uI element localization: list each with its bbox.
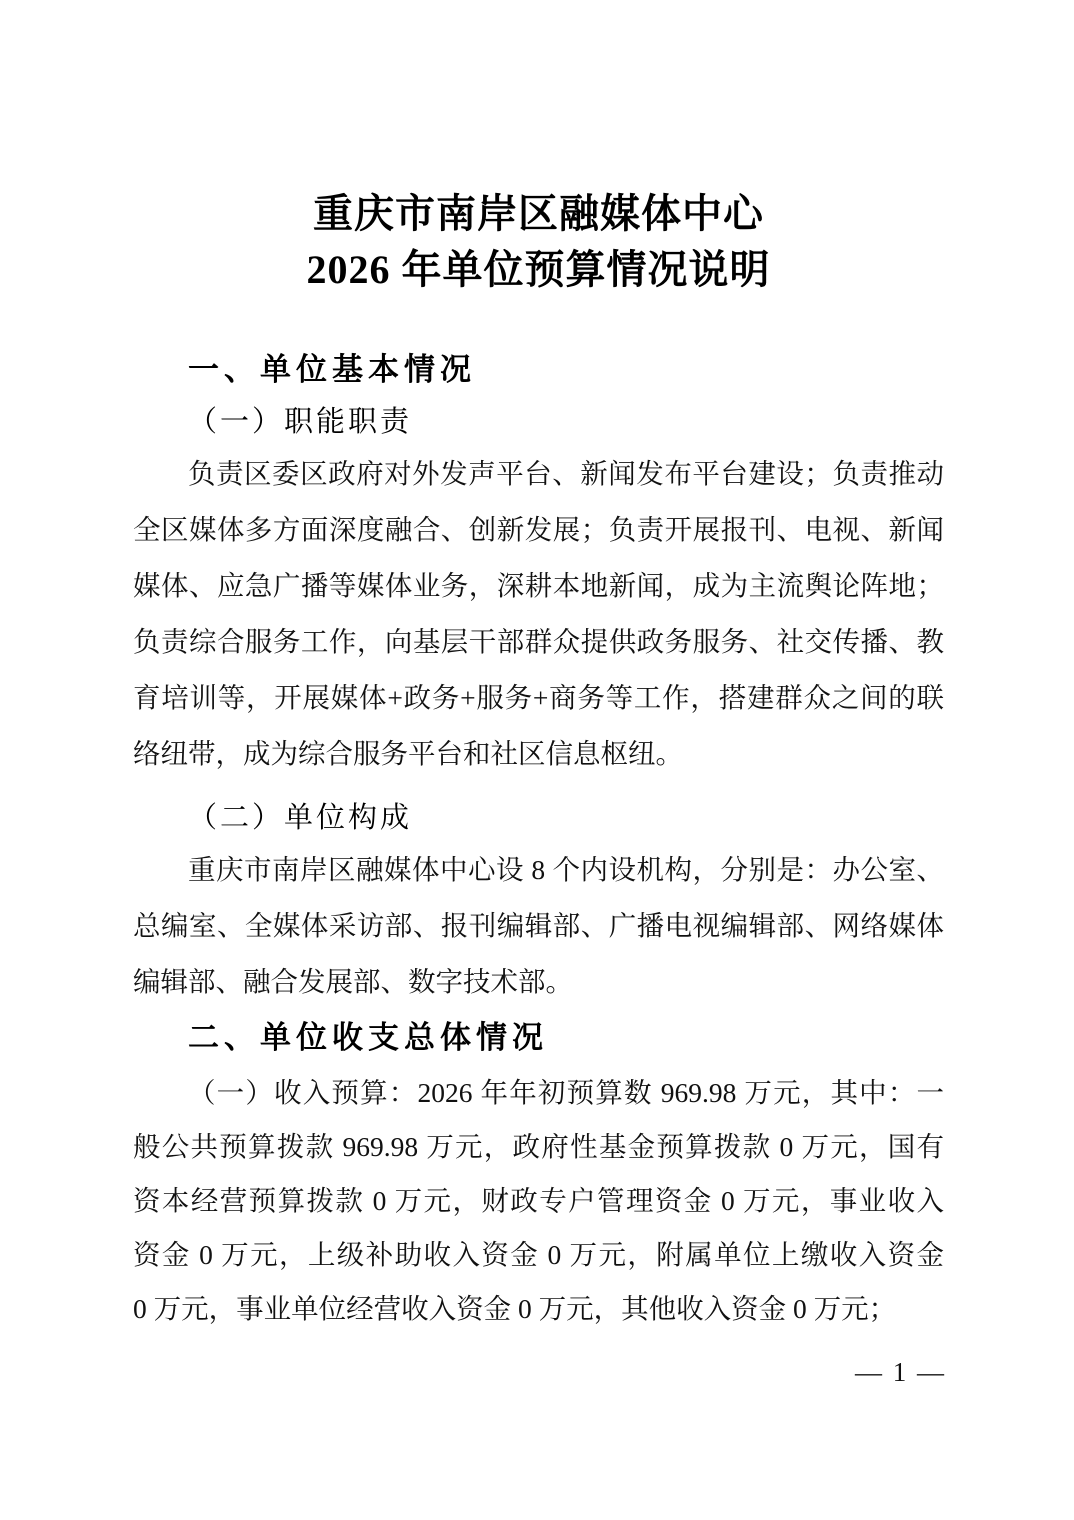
body-line: 重庆市南岸区融媒体中心设 8 个内设机构，分别是：办公室、 [188, 854, 944, 885]
body-line: 络纽带，成为综合服务平台和社区信息枢纽。 [133, 738, 683, 769]
page-number: — 1 — [855, 1357, 946, 1387]
body-line: （一）收入预算：2026 年年初预算数 969.98 万元，其中：一 [188, 1077, 944, 1108]
body-line: 负责综合服务工作，向基层干部群众提供政务服务、社交传播、教 [133, 626, 944, 657]
body-line: 资金 0 万元，上级补助收入资金 0 万元，附属单位上缴收入资金 [133, 1239, 944, 1270]
paragraph-composition [133, 842, 944, 1010]
body-line: 全区媒体多方面深度融合、创新发展；负责开展报刊、电视、新闻 [133, 514, 944, 545]
subsection-heading-composition: （二）单位构成 [188, 802, 413, 834]
section-heading-budget-overview: 二、单位收支总体情况 [188, 1020, 548, 1055]
paragraph-duties [133, 446, 944, 782]
subsection-heading-duties: （一）职能职责 [188, 406, 413, 438]
body-line: 编辑部、融合发展部、数字技术部。 [133, 966, 573, 997]
body-line: 般公共预算拨款 969.98 万元，政府性基金预算拨款 0 万元，国有 [133, 1131, 944, 1162]
title-line-2: 2026 年单位预算情况说明 [306, 247, 771, 292]
body-line: 0 万元，事业单位经营收入资金 0 万元，其他收入资金 0 万元； [133, 1293, 897, 1324]
body-line: 资本经营预算拨款 0 万元，财政专户管理资金 0 万元，事业收入 [133, 1185, 944, 1216]
body-line: 负责区委区政府对外发声平台、新闻发布平台建设；负责推动 [188, 458, 944, 489]
document-title [133, 186, 944, 298]
paragraph-income-budget [133, 1066, 944, 1336]
title-line-1: 重庆市南岸区融媒体中心 [313, 191, 764, 236]
body-line: 总编室、全媒体采访部、报刊编辑部、广播电视编辑部、网络媒体 [133, 910, 944, 941]
section-heading-basic-info: 一、单位基本情况 [188, 352, 476, 387]
body-line: 媒体、应急广播等媒体业务，深耕本地新闻，成为主流舆论阵地； [133, 570, 944, 601]
body-line: 育培训等，开展媒体+政务+服务+商务等工作，搭建群众之间的联 [133, 682, 944, 713]
